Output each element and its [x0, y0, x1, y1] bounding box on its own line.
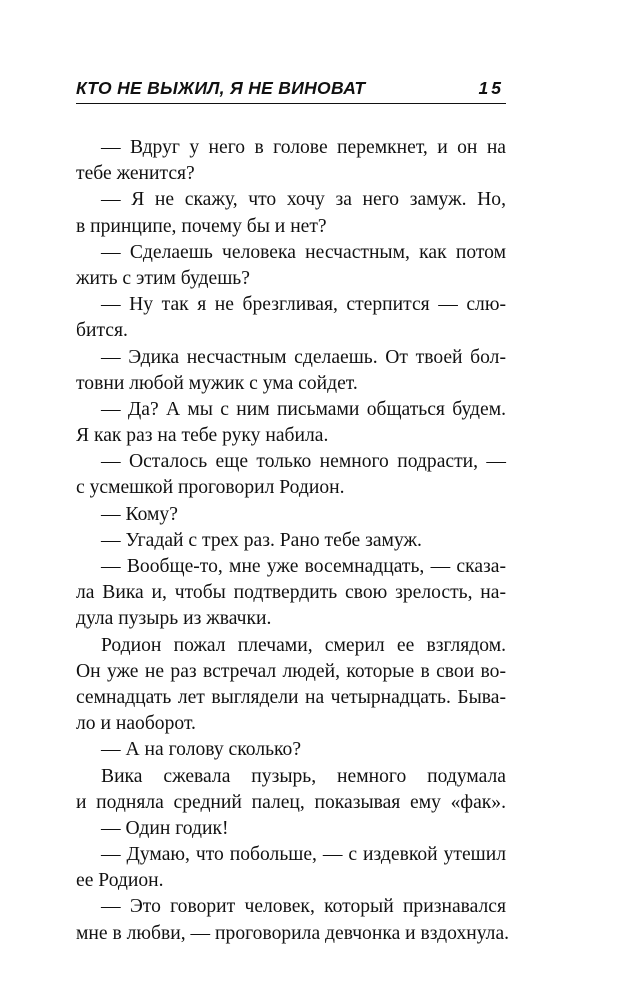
text-line: товни любой мужик с ума сойдет. — [76, 372, 358, 394]
text-line: — Это говорит человек, который признавался — [101, 896, 506, 918]
body-text — [76, 135, 510, 947]
text-line: Родион пожал плечами, смерил ее взглядом. — [101, 634, 506, 656]
text-line: — Сделаешь человека несчастным, как потом — [101, 241, 506, 263]
text-line: — Вообще-то, мне уже восемнадцать, — сказа- — [101, 556, 506, 577]
text-line: — Угадай с трех раз. Рано тебе замуж. — [101, 529, 422, 551]
running-title: КТО НЕ ВЫЖИЛ, Я НЕ ВИНОВАТ — [76, 78, 366, 98]
text-line: ло и наоборот. — [76, 713, 196, 735]
page-number: 15 — [478, 78, 504, 98]
text-line: Он уже не раз встречал людей, которые в свои во- — [76, 660, 506, 682]
text-line: — Осталось еще только немного подрасти, — — [101, 451, 506, 473]
text-line: тебе женится? — [76, 163, 195, 185]
text-line: Я как раз на тебе руку набила. — [76, 425, 329, 447]
text-line: — Думаю, что побольше, — с издевкой утешил — [101, 844, 506, 866]
text-line: — Да? А мы с ним письмами общаться будем. — [101, 398, 506, 420]
text-line: ее Родион. — [76, 870, 164, 892]
header-rule — [76, 103, 506, 104]
text-line: — Эдика несчастным сделаешь. От твоей бол- — [101, 346, 506, 368]
text-line: Вика сжевала пузырь, немного подумала — [101, 765, 506, 787]
text-line: — А на голову сколько? — [101, 739, 302, 761]
text-line: — Вдруг у него в голове перемкнет, и он на — [101, 137, 506, 158]
running-header — [76, 76, 506, 104]
text-line: ла Вика и, чтобы подтвердить свою зрелость, на- — [76, 582, 506, 604]
text-line: с усмешкой проговорил Родион. — [76, 477, 345, 499]
text-line: и подняла средний палец, показывая ему «фак». — [76, 791, 506, 813]
text-line: — Один годик! — [101, 817, 229, 839]
text-line: бится. — [76, 320, 128, 342]
text-line: в принципе, почему бы и нет? — [76, 215, 327, 237]
text-line: — Я не скажу, что хочу за него замуж. Но, — [101, 189, 506, 211]
text-line: — Кому? — [101, 503, 178, 525]
text-line: — Ну так я не брезгливая, стерпится — слю- — [101, 294, 506, 316]
text-line: семнадцать лет выглядели на четырнадцать. Быва- — [76, 686, 506, 708]
text-line: жить с этим будешь? — [76, 267, 250, 289]
text-line: мне в любви, — проговорила девчонка и вздохнула. — [76, 922, 510, 944]
text-line: дула пузырь из жвачки. — [76, 608, 272, 630]
